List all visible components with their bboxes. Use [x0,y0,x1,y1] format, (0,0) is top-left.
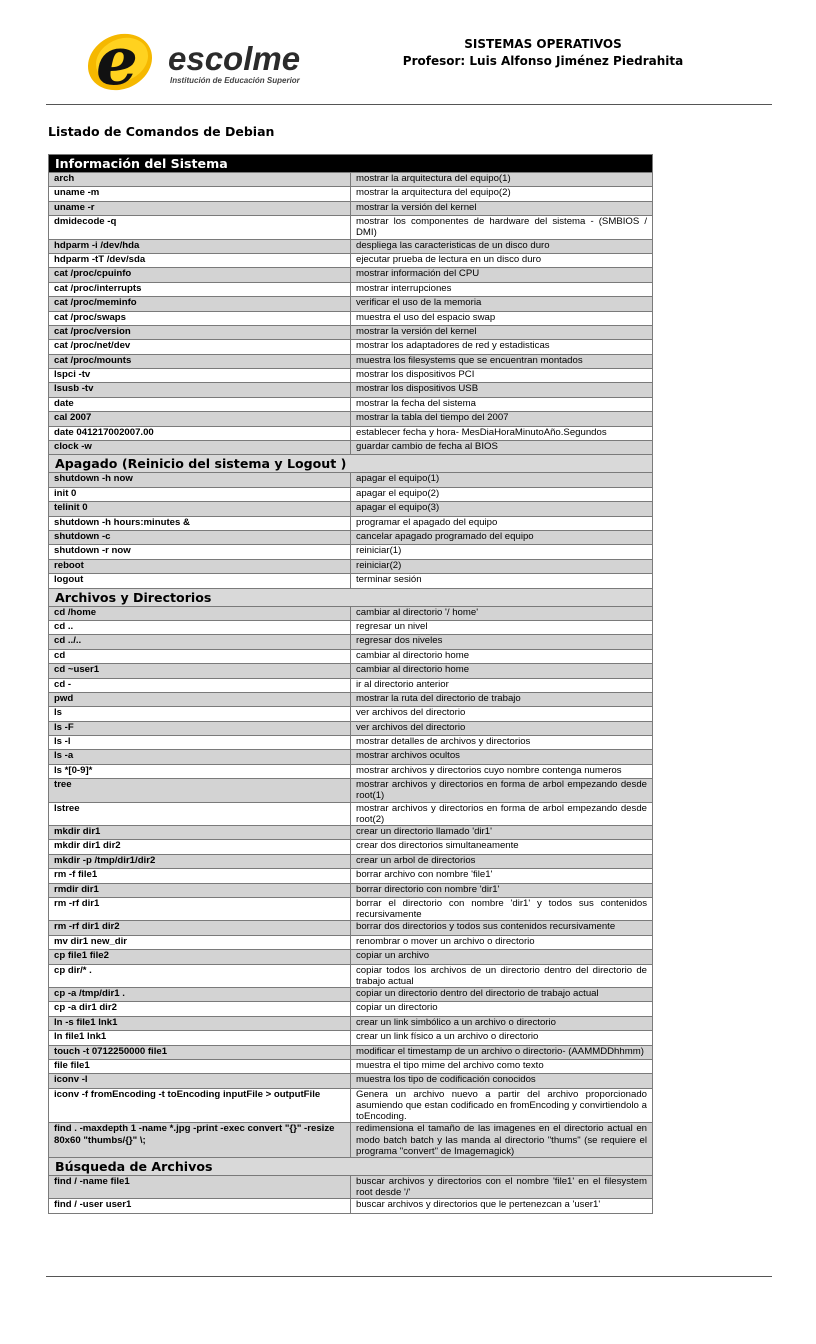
command-row [49,869,653,883]
description-cell: ver archivos del directorio [351,707,653,721]
command-row [49,1123,653,1158]
command-row [49,187,653,201]
command-cell: lspci -tv [49,369,351,383]
command-cell: telinit 0 [49,502,351,516]
command-cell: cd /home [49,606,351,620]
description-cell: redimensiona el tamaño de las imagenes en el directorio actual en modo batch batch y las manda al directorio "thums" (se requiere el programa "convert" de Imagemagick) [351,1123,653,1158]
command-cell: hdparm -i /dev/hda [49,239,351,253]
command-cell: cd ~user1 [49,664,351,678]
command-row [49,473,653,487]
command-row [49,397,653,411]
professor-name: Profesor: Luis Alfonso Jiménez Piedrahita [402,54,684,68]
command-row [49,487,653,501]
command-cell: find / -user user1 [49,1199,351,1213]
command-cell: lsusb -tv [49,383,351,397]
command-cell: cal 2007 [49,412,351,426]
description-cell: cambiar al directorio home [351,649,653,663]
command-cell: find . -maxdepth 1 -name *.jpg -print -exec convert "{}" -resize 80x60 "thumbs/{}" \; [49,1123,351,1158]
command-row [49,750,653,764]
command-row [49,635,653,649]
command-row [49,1088,653,1123]
command-cell: pwd [49,692,351,706]
command-cell: cd [49,649,351,663]
command-row [49,531,653,545]
command-cell: cat /proc/interrupts [49,282,351,296]
command-cell: rmdir dir1 [49,883,351,897]
command-row [49,268,653,282]
description-cell: mostrar detalles de archivos y directorios [351,736,653,750]
command-cell: cat /proc/swaps [49,311,351,325]
command-row [49,1031,653,1045]
section-header [49,588,653,606]
description-cell: regresar dos niveles [351,635,653,649]
document-title: Listado de Comandos de Debian [48,124,275,139]
command-row [49,1074,653,1088]
command-row [49,707,653,721]
command-cell: cat /proc/version [49,325,351,339]
description-cell: despliega las caracteristicas de un disco duro [351,239,653,253]
command-row [49,559,653,573]
command-cell: init 0 [49,487,351,501]
command-cell: mkdir dir1 dir2 [49,840,351,854]
description-cell: copiar todos los archivos de un directorio dentro del directorio de trabajo actual [351,964,653,987]
description-cell: reiniciar(2) [351,559,653,573]
svg-text:e: e [96,24,138,98]
command-row [49,802,653,825]
section-title: Búsqueda de Archivos [49,1157,653,1175]
command-row [49,325,653,339]
description-cell: ejecutar prueba de lectura en un disco duro [351,253,653,267]
command-cell: rm -f file1 [49,869,351,883]
description-cell: crear un link simbólico a un archivo o directorio [351,1016,653,1030]
logo-tagline: Institución de Educación Superior [170,76,300,85]
command-row [49,736,653,750]
description-cell: guardar cambio de fecha al BIOS [351,441,653,455]
command-row [49,964,653,987]
command-cell: ls [49,707,351,721]
command-cell: hdparm -tT /dev/sda [49,253,351,267]
description-cell: mostrar la arquitectura del equipo(1) [351,173,653,187]
section-header [49,155,653,173]
description-cell: mostrar archivos y directorios en forma de arbol empezando desde root(1) [351,779,653,802]
command-cell: ln -s file1 lnk1 [49,1016,351,1030]
command-cell: ls -F [49,721,351,735]
command-row [49,935,653,949]
command-cell: file file1 [49,1059,351,1073]
command-row [49,545,653,559]
command-row [49,620,653,634]
command-cell: mv dir1 new_dir [49,935,351,949]
command-row [49,412,653,426]
section-header [49,455,653,473]
description-cell: mostrar archivos ocultos [351,750,653,764]
command-row [49,574,653,588]
command-row [49,441,653,455]
description-cell: mostrar archivos y directorios cuyo nombre contenga numeros [351,764,653,778]
command-cell: date [49,397,351,411]
command-row [49,678,653,692]
command-row [49,253,653,267]
description-cell: cancelar apagado programado del equipo [351,531,653,545]
footer-divider [46,1276,772,1277]
command-row [49,921,653,935]
command-cell: ls -a [49,750,351,764]
description-cell: muestra el tipo mime del archivo como texto [351,1059,653,1073]
command-cell: touch -t 0712250000 file1 [49,1045,351,1059]
command-row [49,764,653,778]
description-cell: copiar un directorio dentro del directorio de trabajo actual [351,988,653,1002]
description-cell: mostrar la arquitectura del equipo(2) [351,187,653,201]
commands-table [48,154,653,1214]
command-row [49,1016,653,1030]
command-row [49,516,653,530]
description-cell: crear dos directorios simultaneamente [351,840,653,854]
command-row [49,297,653,311]
course-header [378,36,708,70]
command-row [49,354,653,368]
command-cell: arch [49,173,351,187]
command-row [49,201,653,215]
description-cell: apagar el equipo(3) [351,502,653,516]
description-cell: muestra el uso del espacio swap [351,311,653,325]
command-row [49,282,653,296]
description-cell: apagar el equipo(2) [351,487,653,501]
command-row [49,664,653,678]
description-cell: borrar dos directorios y todos sus contenidos recursivamente [351,921,653,935]
description-cell: renombrar o mover un archivo o directorio [351,935,653,949]
command-cell: cd .. [49,620,351,634]
description-cell: buscar archivos y directorios que le pertenezcan a 'user1' [351,1199,653,1213]
command-cell: cat /proc/meminfo [49,297,351,311]
command-row [49,692,653,706]
command-row [49,649,653,663]
command-cell: cp -a dir1 dir2 [49,1002,351,1016]
command-cell: date 041217002007.00 [49,426,351,440]
command-cell: reboot [49,559,351,573]
command-row [49,173,653,187]
description-cell: mostrar los adaptadores de red y estadisticas [351,340,653,354]
description-cell: cambiar al directorio home [351,664,653,678]
command-cell: logout [49,574,351,588]
description-cell: verificar el uso de la memoria [351,297,653,311]
description-cell: cambiar al directorio '/ home' [351,606,653,620]
description-cell: borrar archivo con nombre 'file1' [351,869,653,883]
command-cell: rm -rf dir1 [49,898,351,921]
command-cell: cp dir/* . [49,964,351,987]
command-cell: cat /proc/cpuinfo [49,268,351,282]
command-row [49,311,653,325]
description-cell: establecer fecha y hora- MesDiaHoraMinutoAño.Segundos [351,426,653,440]
header-divider [46,104,772,105]
command-cell: cat /proc/net/dev [49,340,351,354]
description-cell: terminar sesión [351,574,653,588]
command-cell: find / -name file1 [49,1175,351,1198]
command-row [49,239,653,253]
command-row [49,340,653,354]
description-cell: copiar un directorio [351,1002,653,1016]
command-row [49,216,653,239]
command-row [49,721,653,735]
command-cell: shutdown -r now [49,545,351,559]
command-row [49,779,653,802]
description-cell: buscar archivos y directorios con el nombre 'file1' en el filesystem root desde '/' [351,1175,653,1198]
command-cell: iconv -f fromEncoding -t toEncoding inputFile > outputFile [49,1088,351,1123]
command-cell: ls -l [49,736,351,750]
command-cell: tree [49,779,351,802]
description-cell: mostrar los componentes de hardware del sistema - (SMBIOS / DMI) [351,216,653,239]
section-header [49,1157,653,1175]
command-row [49,1045,653,1059]
section-title: Archivos y Directorios [49,588,653,606]
description-cell: regresar un nivel [351,620,653,634]
description-cell: mostrar los dispositivos USB [351,383,653,397]
description-cell: ver archivos del directorio [351,721,653,735]
description-cell: mostrar la versión del kernel [351,325,653,339]
description-cell: crear un arbol de directorios [351,854,653,868]
description-cell: mostrar la fecha del sistema [351,397,653,411]
command-row [49,854,653,868]
command-cell: ln file1 lnk1 [49,1031,351,1045]
command-row [49,426,653,440]
command-row [49,383,653,397]
description-cell: apagar el equipo(1) [351,473,653,487]
command-cell: cp file1 file2 [49,950,351,964]
section-title: Apagado (Reinicio del sistema y Logout ) [49,455,653,473]
command-cell: shutdown -c [49,531,351,545]
escolme-logo [84,24,314,98]
command-cell: cd - [49,678,351,692]
command-cell: lstree [49,802,351,825]
description-cell: modificar el timestamp de un archivo o directorio- (AAMMDDhhmm) [351,1045,653,1059]
description-cell: copiar un archivo [351,950,653,964]
description-cell: muestra los tipo de codificación conocidos [351,1074,653,1088]
description-cell: reiniciar(1) [351,545,653,559]
description-cell: borrar el directorio con nombre 'dir1' y todos sus contenidos recursivamente [351,898,653,921]
command-cell: cd ../.. [49,635,351,649]
command-row [49,840,653,854]
command-row [49,988,653,1002]
command-cell: shutdown -h hours:minutes & [49,516,351,530]
command-cell: cp -a /tmp/dir1 . [49,988,351,1002]
description-cell: mostrar la tabla del tiempo del 2007 [351,412,653,426]
command-cell: cat /proc/mounts [49,354,351,368]
command-cell: rm -rf dir1 dir2 [49,921,351,935]
command-row [49,502,653,516]
command-row [49,883,653,897]
command-cell: uname -r [49,201,351,215]
description-cell: mostrar la ruta del directorio de trabajo [351,692,653,706]
description-cell: crear un link físico a un archivo o directorio [351,1031,653,1045]
command-row [49,950,653,964]
description-cell: ir al directorio anterior [351,678,653,692]
command-cell: clock -w [49,441,351,455]
command-cell: ls *[0-9]* [49,764,351,778]
description-cell: programar el apagado del equipo [351,516,653,530]
command-row [49,826,653,840]
command-row [49,1199,653,1213]
command-row [49,1059,653,1073]
command-row [49,1175,653,1198]
command-row [49,369,653,383]
command-row [49,898,653,921]
command-cell: uname -m [49,187,351,201]
command-row [49,1002,653,1016]
command-row [49,606,653,620]
logo-wordmark: escolme [168,40,301,77]
description-cell: mostrar información del CPU [351,268,653,282]
command-cell: mkdir -p /tmp/dir1/dir2 [49,854,351,868]
description-cell: borrar directorio con nombre 'dir1' [351,883,653,897]
description-cell: mostrar interrupciones [351,282,653,296]
description-cell: muestra los filesystems que se encuentran montados [351,354,653,368]
command-cell: iconv -l [49,1074,351,1088]
section-title: Información del Sistema [49,155,653,173]
command-cell: shutdown -h now [49,473,351,487]
description-cell: mostrar la versión del kernel [351,201,653,215]
command-cell: dmidecode -q [49,216,351,239]
description-cell: mostrar archivos y directorios en forma de arbol empezando desde root(2) [351,802,653,825]
command-cell: mkdir dir1 [49,826,351,840]
description-cell: crear un directorio llamado 'dir1' [351,826,653,840]
course-title: SISTEMAS OPERATIVOS [464,37,622,51]
description-cell: mostrar los dispositivos PCI [351,369,653,383]
description-cell: Genera un archivo nuevo a partir del archivo proporcionado asumiendo que estan codificado en fromEncoding y convirtiendolo a toEncoding. [351,1088,653,1123]
